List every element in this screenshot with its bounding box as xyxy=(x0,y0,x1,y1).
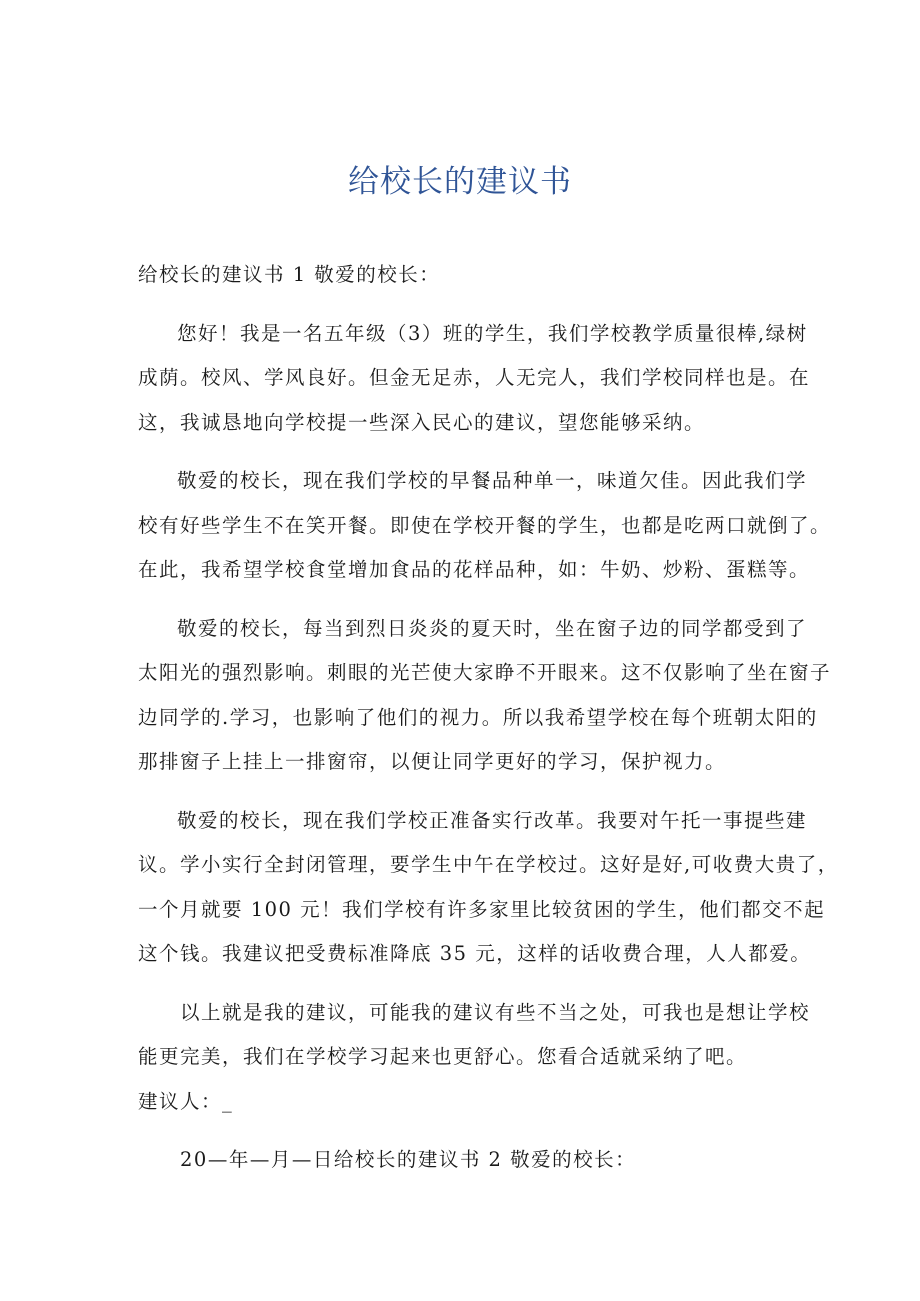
paragraph-greeting xyxy=(138,312,811,446)
text-line: 太阳光的强烈影响。刺眼的光芒使大家睁不开眼来。这不仅影响了坐在窗子 xyxy=(138,661,832,684)
text-line: 那排窗子上挂上一排窗帘，以便让同学更好的学习，保护视力。 xyxy=(138,750,727,773)
text-line: 这个钱。我建议把受费标准降底 35 元，这样的话收费合理，人人都爱。 xyxy=(138,942,812,965)
paragraph-lunch-fee xyxy=(138,799,839,977)
text-line: 这，我诚恳地向学校提一些深入民心的建议，望您能够采纳。 xyxy=(138,410,706,434)
text-line: 一个月就要 100 元！我们学校有许多家里比较贫困的学生，他们都交不起 xyxy=(138,897,826,921)
page-title: 给校长的建议书 xyxy=(348,164,572,200)
paragraph-breakfast xyxy=(138,459,832,593)
signature xyxy=(138,1080,798,1125)
text-line: 敬爱的校长，现在我们学校正准备实行改革。我要对午托一事提些建 xyxy=(177,808,808,832)
text-line: 在此，我希望学校食堂增加食品的花样品种，如：牛奶、炒粉、蛋糕等。 xyxy=(138,558,811,581)
paragraph-intro xyxy=(138,253,798,298)
text-line: 校有好些学生不在笑开餐。即使在学校开餐的学生，也都是吃两口就倒了。 xyxy=(138,513,832,537)
paragraph-curtains xyxy=(138,607,832,785)
text-line: 建议人：_ xyxy=(138,1089,234,1113)
text-line: 边同学的.学习，也影响了他们的视力。所以我希望学校在每个班朝太阳的 xyxy=(138,705,818,729)
document-body xyxy=(138,253,839,1183)
text-line: 敬爱的校长，现在我们学校的早餐品种单一，味道欠佳。因此我们学 xyxy=(177,469,808,492)
text-line: 以上就是我的建议，可能我的建议有些不当之处，可我也是想让学校 xyxy=(180,1000,811,1024)
text-line: 20—年—月—日给校长的建议书 2 敬爱的校长： xyxy=(180,1148,637,1171)
text-line: 成荫。校风、学风良好。但金无足赤，人无完人，我们学校同样也是。在 xyxy=(138,366,811,389)
paragraph-closing xyxy=(138,991,811,1080)
text-line: 您好！我是一名五年级（3）班的学生，我们学校教学质量很棒,绿树 xyxy=(177,321,808,345)
paragraph-letter-2-heading xyxy=(138,1138,798,1183)
text-line: 议。学小实行全封闭管理，要学生中午在学校过。这好是好,可收费大贵了， xyxy=(138,853,839,876)
text-line: 敬爱的校长，每当到烈日炎炎的夏天时，坐在窗子边的同学都受到了 xyxy=(177,616,808,640)
text-line: 给校长的建议书 1 敬爱的校长： xyxy=(138,263,441,286)
text-line: 能更完美，我们在学校学习起来也更舒心。您看合适就采纳了吧。 xyxy=(138,1045,748,1068)
